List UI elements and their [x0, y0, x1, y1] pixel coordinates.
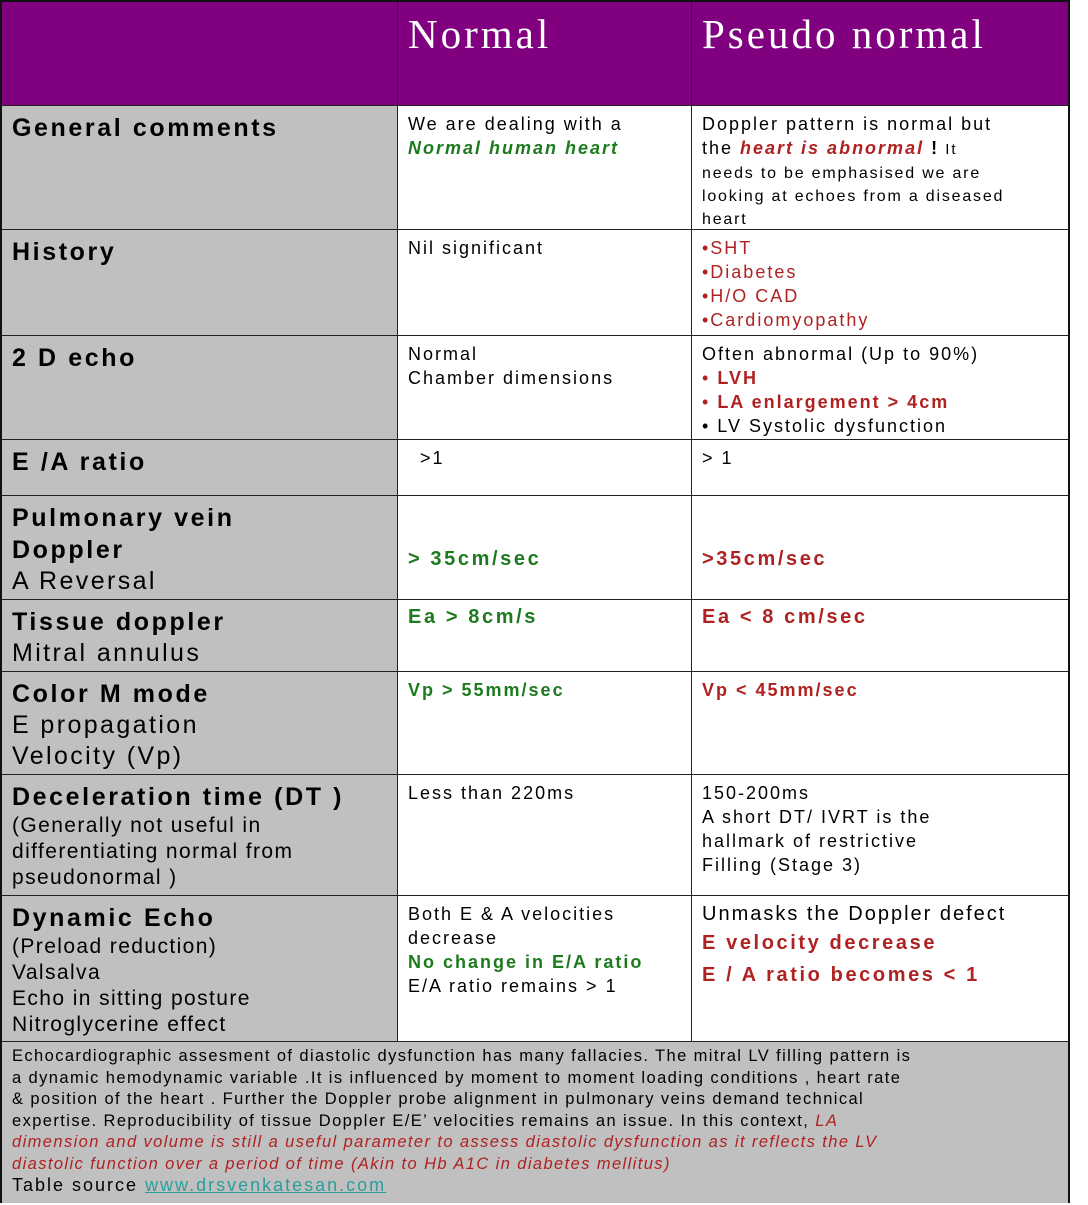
table-row-pulmonary-vein: [2, 496, 1068, 600]
footer-note: Echocardiographic assesment of diastolic dysfunction has many fallacies. The mitral LV filling pattern is a dynamic hemodynamic variable .It is influenced by moment to moment loading conditions , heart rate & position of the heart . Further the Doppler probe alignment in pulmonary veins demand technical expertise. Reproducibility of tissue Doppler E/E’ velocities remains an issue. In this context, LA dimension and volume is still a useful parameter to assess diastolic dysfunction as it reflects the LV diastolic function over a period of time (Akin to Hb A1C in diabetes mellitus) Table source www.drsvenkatesan.com: [2, 1042, 1068, 1203]
row-label: History: [2, 230, 398, 335]
table-row-ea-ratio: [2, 440, 1068, 496]
row-label: 2 D echo: [2, 336, 398, 439]
pseudo-cell: •SHT •Diabetes •H/O CAD •Cardiomyopathy: [692, 230, 1068, 335]
row-label: E /A ratio: [2, 440, 398, 495]
pseudo-cell: Vp < 45mm/sec: [692, 672, 1068, 774]
row-label: Deceleration time (DT ) (Generally not useful in differentiating normal from pseudonormal ): [2, 775, 398, 895]
row-label: Tissue doppler Mitral annulus: [2, 600, 398, 671]
normal-cell: > 35cm/sec: [398, 496, 692, 599]
table-row-tissue-doppler: [2, 600, 1068, 672]
row-label: Color M mode E propagation Velocity (Vp): [2, 672, 398, 774]
table-row-history: [2, 230, 1068, 336]
source-link[interactable]: www.drsvenkatesan.com: [145, 1175, 387, 1195]
table-row-general-comments: [2, 106, 1068, 230]
pseudo-cell: >35cm/sec: [692, 496, 1068, 599]
normal-cell: Vp > 55mm/sec: [398, 672, 692, 774]
normal-cell: Normal Chamber dimensions: [398, 336, 692, 439]
normal-cell: Both E & A velocities decrease No change in E/A ratio E/A ratio remains > 1: [398, 896, 692, 1041]
pseudo-cell: Doppler pattern is normal but the heart is abnormal ! It needs to be emphasised we are looking at echoes from a diseased heart: [692, 106, 1068, 229]
normal-cell: We are dealing with a Normal human heart: [398, 106, 692, 229]
pseudo-cell: Often abnormal (Up to 90%) • LVH • LA enlargement > 4cm • LV Systolic dysfunction: [692, 336, 1068, 439]
pseudo-cell: 150-200ms A short DT/ IVRT is the hallmark of restrictive Filling (Stage 3): [692, 775, 1068, 895]
header-normal: Normal: [398, 2, 692, 105]
normal-cell: >1: [398, 440, 692, 495]
row-label: General comments: [2, 106, 398, 229]
table-row-color-m-mode: [2, 672, 1068, 775]
normal-cell: Less than 220ms: [398, 775, 692, 895]
header-blank-cell: [2, 2, 398, 105]
header-pseudo-normal: Pseudo normal: [692, 2, 1068, 105]
normal-cell: Ea > 8cm/s: [398, 600, 692, 671]
normal-cell: Nil significant: [398, 230, 692, 335]
pseudo-cell: Unmasks the Doppler defect E velocity decrease E / A ratio becomes < 1: [692, 896, 1068, 1041]
pseudo-cell: > 1: [692, 440, 1068, 495]
table-row-deceleration-time: [2, 775, 1068, 896]
table-header-row: [2, 2, 1068, 106]
table-row-2d-echo: [2, 336, 1068, 440]
table-row-dynamic-echo: [2, 896, 1068, 1042]
pseudo-cell: Ea < 8 cm/sec: [692, 600, 1068, 671]
table-source-label: Table source: [12, 1175, 146, 1195]
row-label: Dynamic Echo (Preload reduction) Valsalva Echo in sitting posture Nitroglycerine effect: [2, 896, 398, 1041]
row-label: Pulmonary vein Doppler A Reversal: [2, 496, 398, 599]
